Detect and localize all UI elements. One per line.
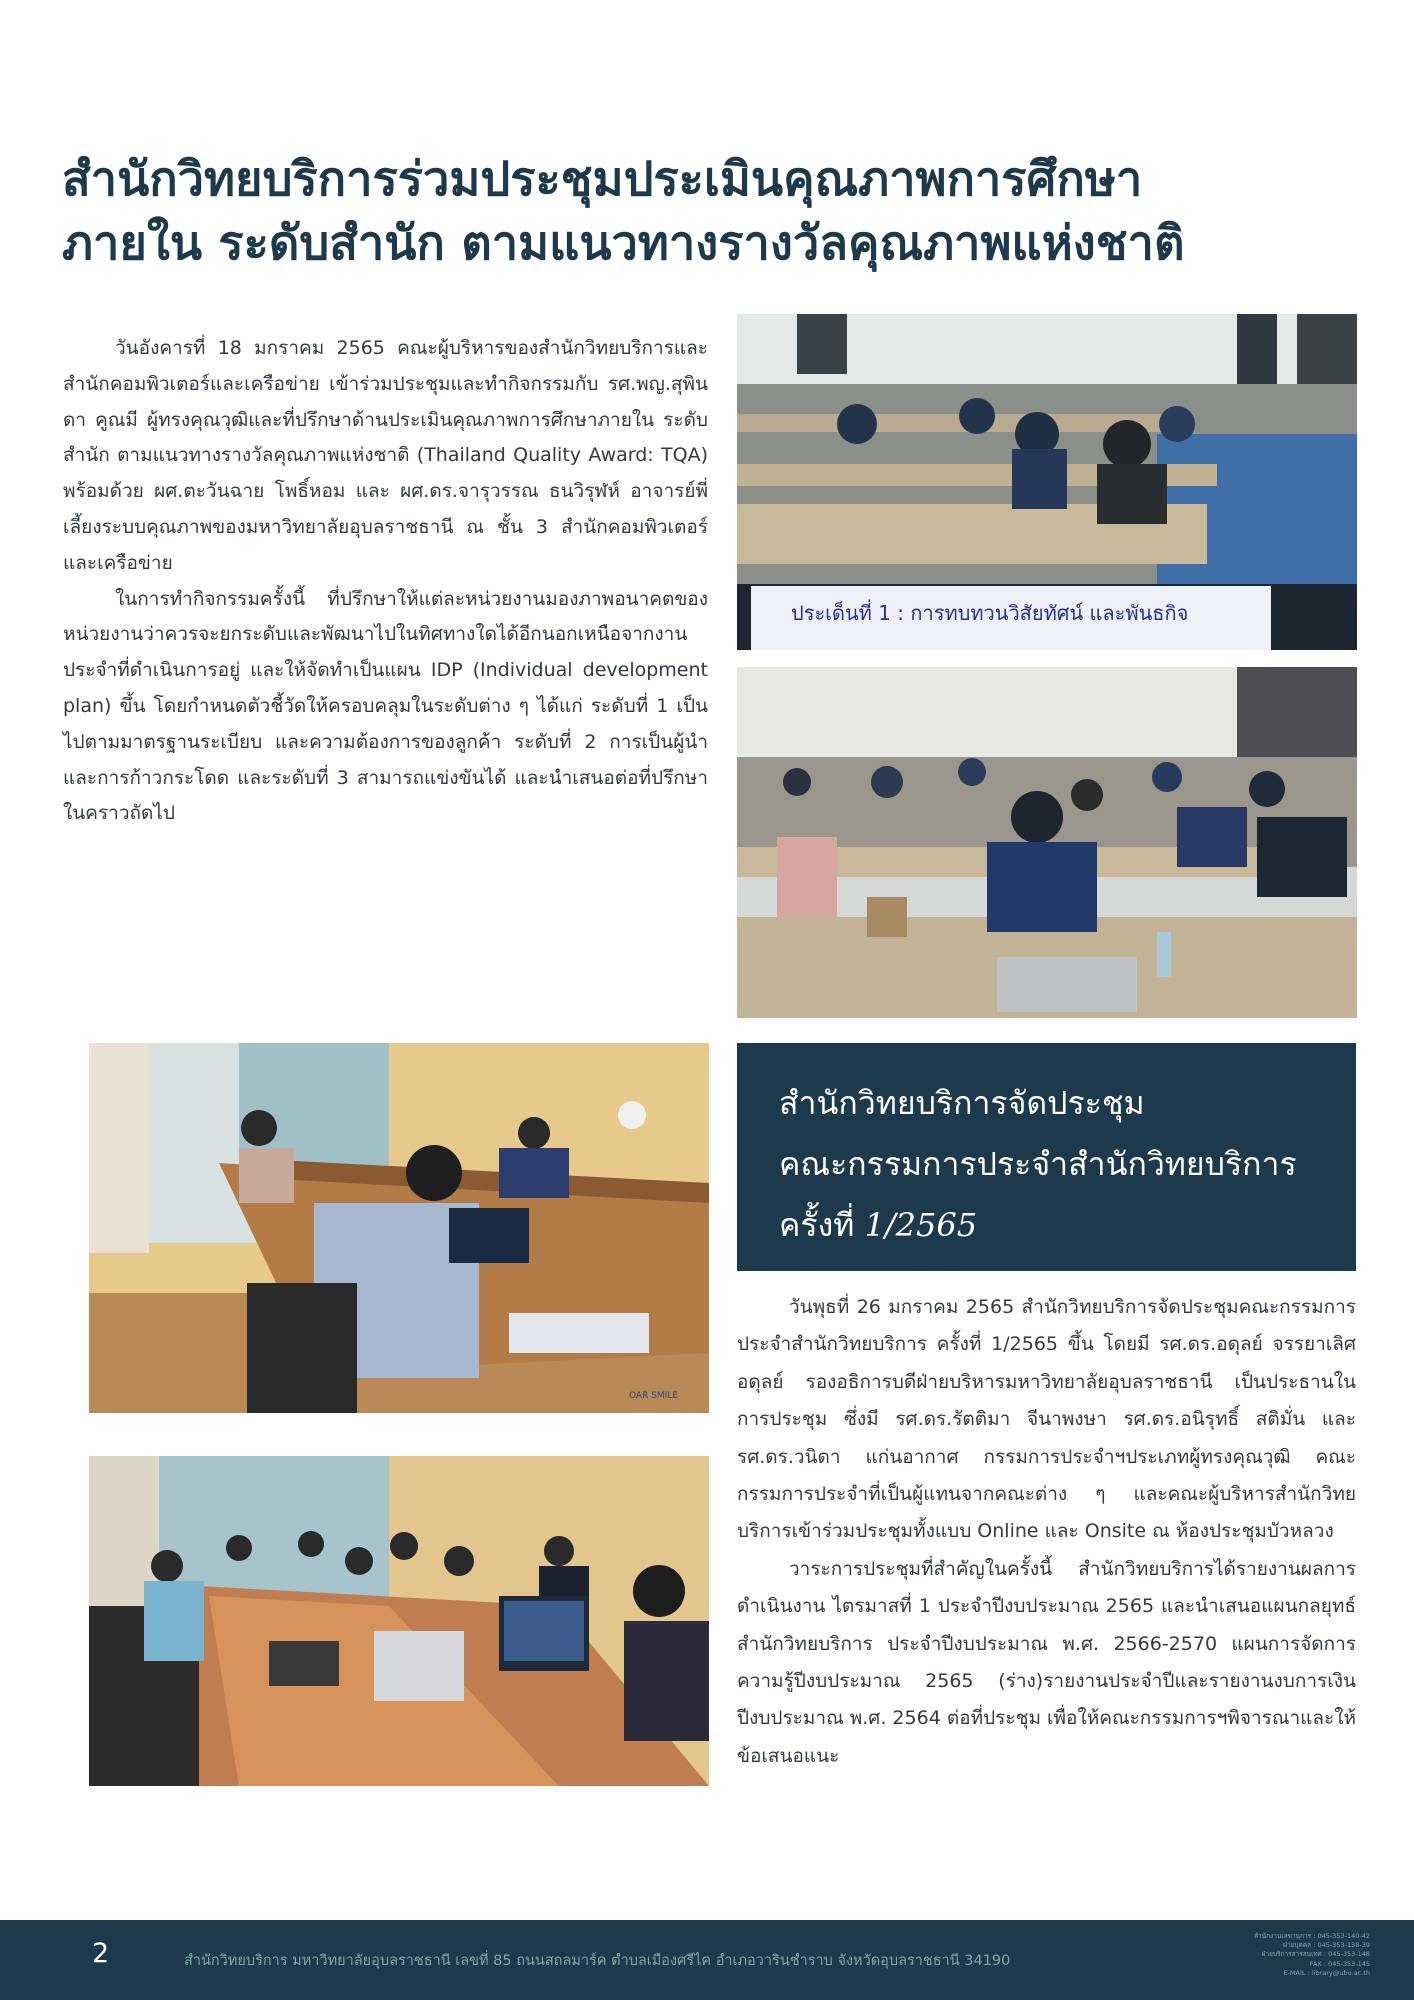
footer-contact-line: E-MAIL : library@ubu.ac.th [1283, 1968, 1370, 1977]
footer-contact [1174, 1932, 1370, 1978]
article-paragraph: วันพุธที่ 26 มกราคม 2565 สำนักวิทยบริการจัดประชุมคณะกรรมการประจำสำนักวิทยบริการ ครั้งที่ 1/2565 ขึ้น โดยมี รศ.ดร.อดุลย์ จรรยาเลิศอดุลย์ รองอธิการบดีฝ่ายบริหารมหาวิทยาลัยอุบลราชธานี เป็นประธานในการประชุม ซึ่งมี รศ.ดร.รัตติมา จีนาพงษา รศ.ดร.อนิรุทธิ์ สติมั่น และ รศ.ดร.วนิดา แก่นอากาศ กรรมการประจำฯประเภทผู้ทรงคุณวุฒิ คณะกรรมการประจำที่เป็นผู้แทนจากคณะต่าง ๆ และคณะผู้บริหารสำนักวิทยบริการเข้าร่วมประชุมทั้งแบบ Online และ Onsite ณ ห้องประชุมบัวหลวง [737, 1296, 1356, 1543]
title-line-1: สำนักวิทยบริการร่วมประชุมประเมินคุณภาพการศึกษา [62, 152, 1143, 207]
page-footer [0, 1920, 1414, 2000]
committee-heading-number: 1/2565 [864, 1206, 978, 1244]
article-committee-heading-box [737, 1043, 1356, 1271]
footer-contact-line: สำนักงานเลขานุการ : 045-353-140-42 [1254, 1932, 1370, 1940]
title-line-2: ภายใน ระดับสำนัก ตามแนวทางรางวัลคุณภาพแห่งชาติ [62, 216, 1185, 271]
footer-address: สำนักวิทยบริการ มหาวิทยาลัยอุบลราชธานี เลขที่ 85 ถนนสถลมาร์ค ตำบลเมืองศรีไค อำเภอวารินชำราบ จังหวัดอุบลราชธานี 34190 [184, 1953, 1011, 1969]
footer-contact-line: ฝ่ายบุคคล : 045-353-138-39 [1283, 1941, 1370, 1950]
slide-caption: ประเด็นที่ 1 : การทบทวนวิสัยทัศน์ และพันธกิจ [791, 601, 1189, 625]
committee-heading-line-1: สำนักวิทยบริการจัดประชุม [779, 1084, 1145, 1122]
footer-contact-line: ฝ่ายบริการสารสนเทศ : 045-353-148 [1261, 1950, 1370, 1959]
footer-contact-line: FAX : 045-353-145 [1309, 1959, 1370, 1968]
committee-heading-prefix: ครั้งที่ [779, 1206, 855, 1244]
article-committee-body [737, 1289, 1356, 1775]
article-paragraph: วาระการประชุมที่สำคัญในครั้งนี้ สำนักวิทยบริการได้รายงานผลการดำเนินงาน ไตรมาสที่ 1 ประจำปีงบประมาณ 2565 และนำเสนอแผนกลยุทธ์สำนักวิทยบริการ ประจำปีงบประมาณ พ.ศ. 2566-2570 แผนการจัดการความรู้ปีงบประมาณ 2565 (ร่าง)รายงานประจำปีและรายงานงบการเงิน ปีงบประมาณ พ.ศ. 2564 ต่อที่ประชุม เพื่อให้คณะกรรมการฯพิจารณาและให้ข้อเสนอแนะ [737, 1557, 1357, 1767]
page-number: 2 [92, 1938, 110, 1969]
page-title [62, 148, 1362, 276]
photo-small-room-meeting-2 [89, 1456, 709, 1786]
photo-small-room-meeting-1 [89, 1043, 709, 1413]
committee-heading-line-2: คณะกรรมการประจำสำนักวิทยบริการ [779, 1145, 1297, 1183]
committee-heading-line-3 [779, 1195, 1336, 1256]
photo-watermark: OAR SMILE [629, 1391, 679, 1401]
photo-classroom-meeting-1 [737, 314, 1357, 650]
article-qa-meeting-body [63, 331, 708, 832]
photo-classroom-meeting-2 [737, 667, 1357, 1018]
article-paragraph: ในการทำกิจกรรมครั้งนี้ ที่ปรึกษาให้แต่ละหน่วยงานมองภาพอนาคตของหน่วยงานว่าควรจะยกระดับและพัฒนาไปในทิศทางใดได้อีกนอกเหนือจากงานประจำที่ดำเนินการอยู่ และให้จัดทำเป็นแผน IDP (Individual development plan) ขึ้น โดยกำหนดตัวชี้วัดให้ครอบคลุมในระดับต่าง ๆ ได้แก่ ระดับที่ 1 เป็นไปตามมาตรฐานระเบียบ และความต้องการของลูกค้า ระดับที่ 2 การเป็นผู้นำและการก้าวกระโดด และระดับที่ 3 สามารถแข่งขันได้ และนำเสนอต่อที่ปรึกษาในคราวถัดไป [63, 587, 708, 825]
article-paragraph: วันอังคารที่ 18 มกราคม 2565 คณะผู้บริหารของสำนักวิทยบริการและสำนักคอมพิวเตอร์และเครือข่าย เข้าร่วมประชุมและทำกิจกรรมกับ รศ.พญ.สุพินดา คูณมี ผู้ทรงคุณวุฒิและที่ปรึกษาด้านประเมินคุณภาพการศึกษาภายใน ระดับสำนัก ตามแนวทางรางวัลคุณภาพแห่งชาติ (Thailand Quality Award: TQA) พร้อมด้วย ผศ.ตะวันฉาย โพธิ์หอม และ ผศ.ดร.จารุวรรณ ธนวิรุฬห์ อาจารย์พี่เลี้ยงระบบคุณภาพของมหาวิทยาลัยอุบลราชธานี ณ ชั้น 3 สำนักคอมพิวเตอร์และเครือข่าย [63, 337, 708, 574]
